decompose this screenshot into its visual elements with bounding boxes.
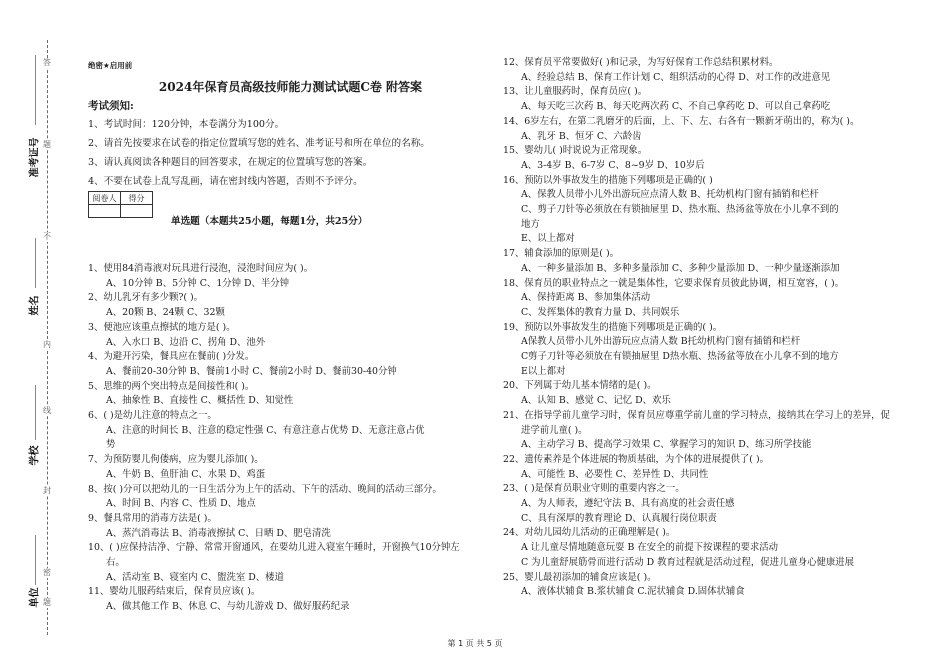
question-stem: 17、辅食添加的原则是( )。 [503, 248, 619, 260]
question-stem: 23、( )是保育员职业守则的重要内容之一。 [503, 483, 685, 495]
question-stem: 22、遗传素养是个体进展的物质基础，为个体的进展提供了( )。 [503, 453, 769, 465]
section-title: 单选题（本题共25小题，每题1分，共25分） [171, 216, 368, 227]
question-options: A、经验总结 B、保育工作计划 C、组织活动的心得 D、对工作的改进意见 [521, 71, 831, 83]
seal-mark: 封 [43, 486, 51, 495]
question-options: A、为人师表，遵纪守法 B、具有高度的社会责任感 [521, 498, 735, 509]
score-cell: 得分 [121, 192, 153, 205]
question-stem: 19、预防以外事故发生的措施下列哪项是正确的( )。 [503, 321, 723, 333]
question-options: A、蒸汽消毒法 B、消毒液擦拭 C、日晒 D、肥皂清洗 [106, 527, 331, 539]
score-input[interactable] [121, 205, 153, 218]
question-stem: 7、为预防婴儿佝偻病，应为婴儿添加( )。 [88, 454, 264, 466]
seal-mark: 答 [43, 58, 51, 67]
secret-mark: 绝密★启用前 [88, 61, 133, 70]
question-stem: 10、( )应保持洁净、宁静、常常开窗通风，在要幼儿进入寝室午睡时，开窗换气10分钟左 [88, 542, 460, 554]
school-label: 学校 [29, 445, 41, 466]
question-options: A、乳牙 B、恒牙 C、六龄齿 [521, 130, 642, 142]
question-options: E、以上都对 [521, 233, 575, 245]
question-stem: 9、餐具常用的消毒方法是( )。 [88, 512, 217, 524]
question-options: C 为儿童舒展筋骨而进行活动 D 教育过程就是活动过程，促进儿童身心健康进展 [521, 556, 855, 568]
question-stem: 8、按( )分可以把幼儿的一日生活分为上午的活动、下午的活动、晚间的活动三部分。 [88, 483, 442, 495]
exam-id-field[interactable] [35, 55, 36, 125]
question-options: C、发挥集体的教育力量 D、共同娱乐 [521, 306, 680, 318]
question-options: A、活动室 B、寝室内 C、盥洗室 D、楼道 [106, 571, 284, 583]
question-stem: 13、让儿童服药时，保育员应( )。 [503, 86, 648, 98]
question-stem: 16、预防以外事故发生的措施下列哪项是正确的( ) [503, 174, 713, 186]
seal-line [47, 40, 48, 635]
question-options: A、一种多量添加 B、多种多量添加 C、多种少量添加 D、一种少量逐渐添加 [521, 262, 840, 274]
question-options: 地方 [521, 218, 540, 230]
question-stem: 6、( )是幼儿注意的特点之一。 [88, 410, 217, 421]
notice-item: 3、请认真阅读各种题目的回答要求，在规定的位置填写您的答案。 [88, 157, 373, 168]
question-options: 势 [106, 439, 116, 451]
unit-label: 单位 [29, 587, 41, 608]
question-options: A、主动学习 B、提高学习效果 C、掌握学习的知识 D、练习所学技能 [521, 439, 812, 451]
unit-field[interactable] [35, 535, 36, 585]
question-options: A、注意的时间长 B、注意的稳定性强 C、有意注意占优势 D、无意注意占优 [106, 424, 425, 436]
question-options: A、可能性 B、必要性 C、差异性 D、共同性 [521, 468, 709, 480]
notice-item: 4、不要在试卷上乱写乱画，请在密封线内答题，否则不予评分。 [88, 176, 363, 187]
question-stem: 14、6岁左右，在第二乳磨牙的后面，上、下、左、右各有一颗新牙萌出的，称为( )。 [503, 115, 860, 127]
school-field[interactable] [35, 385, 36, 440]
question-options: 进学前儿童( )。 [521, 424, 588, 436]
seal-mark: 题 [43, 140, 51, 149]
score-box [88, 191, 153, 218]
question-options: C、剪子刀针等必须放在有锁抽屉里 D、热水瓶、热汤盆等放在小儿拿不到的 [521, 204, 839, 215]
exam-id-label: 准考证号 [29, 137, 41, 178]
question-options: E以上都对 [521, 365, 566, 377]
page-footer: 第 1 页 共 5 页 [447, 639, 503, 648]
question-stem: 18、保育员的职业特点之一就是集体性，它要求保育员彼此协调，相互宽容，( )。 [503, 277, 844, 289]
question-options: A、做其他工作 B、休息 C、与幼儿游戏 D、做好服药纪录 [106, 601, 350, 613]
question-options: A、牛奶 B、鱼肝油 C、水果 D、鸡蛋 [106, 468, 266, 480]
question-options: A、入水口 B、边沿 C、拐角 D、池外 [106, 336, 266, 348]
question-options: A、认知 B、感觉 C、记忆 D、欢乐 [521, 395, 671, 407]
question-stem: 25、婴儿最初添加的辅食应该是( )。 [503, 571, 657, 583]
question-options: A、餐前20-30分钟 B、餐前1小时 C、餐前2小时 D、餐前30-40分钟 [106, 365, 397, 377]
question-options: 右。 [106, 557, 125, 568]
seal-mark: 不 [43, 232, 51, 241]
question-stem: 24、对幼儿园幼儿活动的正确理解是( )。 [503, 527, 676, 539]
question-stem: 4、为避开污染，餐具应在餐前( )分发。 [88, 351, 255, 363]
question-options: A、液体状辅食 B.浆状辅食 C.泥状辅食 D.固体状辅食 [521, 586, 745, 598]
question-stem: 5、思维的两个突出特点是间接性和( )。 [88, 380, 255, 392]
question-options: A、10分钟 B、5分钟 C、1分钟 D、半分钟 [106, 277, 290, 289]
seal-mark: 内 [43, 340, 51, 349]
question-stem: 15、婴幼儿( )时说说为正常现象。 [503, 145, 648, 157]
question-options: A保教人员带小儿外出游玩应点清人数 B托幼机构门窗有插销和栏杆 [521, 336, 801, 348]
notice-item: 2、请首先按要求在试卷的指定位置填写您的姓名、准考证号和所在单位的名称。 [88, 138, 430, 149]
question-stem: 2、幼儿乳牙有多少颗?( )。 [88, 292, 204, 304]
question-options: A、保教人员带小儿外出游玩应点清人数 B、托幼机构门窗有插销和栏杆 [521, 189, 819, 201]
question-options: A、每天吃三次药 B、每天吃两次药 C、不自己拿药吃 D、可以自己拿药吃 [521, 101, 831, 113]
question-options: C、具有深厚的教育理论 D、认真履行岗位职责 [521, 512, 717, 524]
question-stem: 11、婴幼儿服药结束后，保育员应该( )。 [88, 586, 261, 598]
seal-mark: 题 [43, 598, 51, 607]
seal-mark: 密 [43, 568, 51, 577]
question-stem: 1、使用84消毒液对玩具进行浸泡，浸泡时间应为( )。 [88, 263, 314, 274]
grader-input[interactable] [89, 205, 121, 218]
notice-item: 1、考试时间：120分钟，本卷满分为100分。 [88, 119, 285, 130]
question-options: A、20颗 B、24颗 C、32颗 [106, 307, 225, 319]
binding-strip [0, 0, 60, 671]
question-options: A、保持距离 B、参加集体活动 [521, 292, 651, 304]
question-stem: 12、保育员平常要做好( )和记录，为写好保育工作总结积累材料。 [503, 57, 779, 68]
question-stem: 21、在指导学前儿童学习时，保育员应尊重学前儿童的学习特点，接纳其在学习上的差异，促 [503, 409, 890, 421]
name-label: 姓名 [29, 295, 41, 316]
question-options: A、3-4岁 B、6-7岁 C、8~9岁 D、10岁后 [521, 159, 705, 171]
question-stem: 20、下列属于幼儿基本情绪的是( )。 [503, 380, 657, 392]
question-stem: 3、便池应该重点擦拭的地方是( )。 [88, 321, 236, 333]
question-options: A 让儿童尽情地随意玩耍 B 在安全的前提下按课程的要求活动 [521, 542, 778, 554]
page-title: 2024年保育员高级技师能力测试试题C卷 附答案 [158, 80, 423, 94]
grader-cell: 阅卷人 [89, 192, 121, 205]
question-options: A、抽象性 B、直接性 C、概括性 D、知觉性 [106, 395, 294, 407]
seal-mark: 线 [43, 406, 51, 415]
notice-heading: 考试须知: [88, 100, 134, 112]
question-options: C剪子刀针等必须放在有锁抽屉里 D热水瓶、热汤盆等放在小儿拿不到的地方 [521, 351, 839, 362]
name-field[interactable] [35, 238, 36, 288]
question-options: A、时间 B、内容 C、性质 D、地点 [106, 498, 256, 510]
